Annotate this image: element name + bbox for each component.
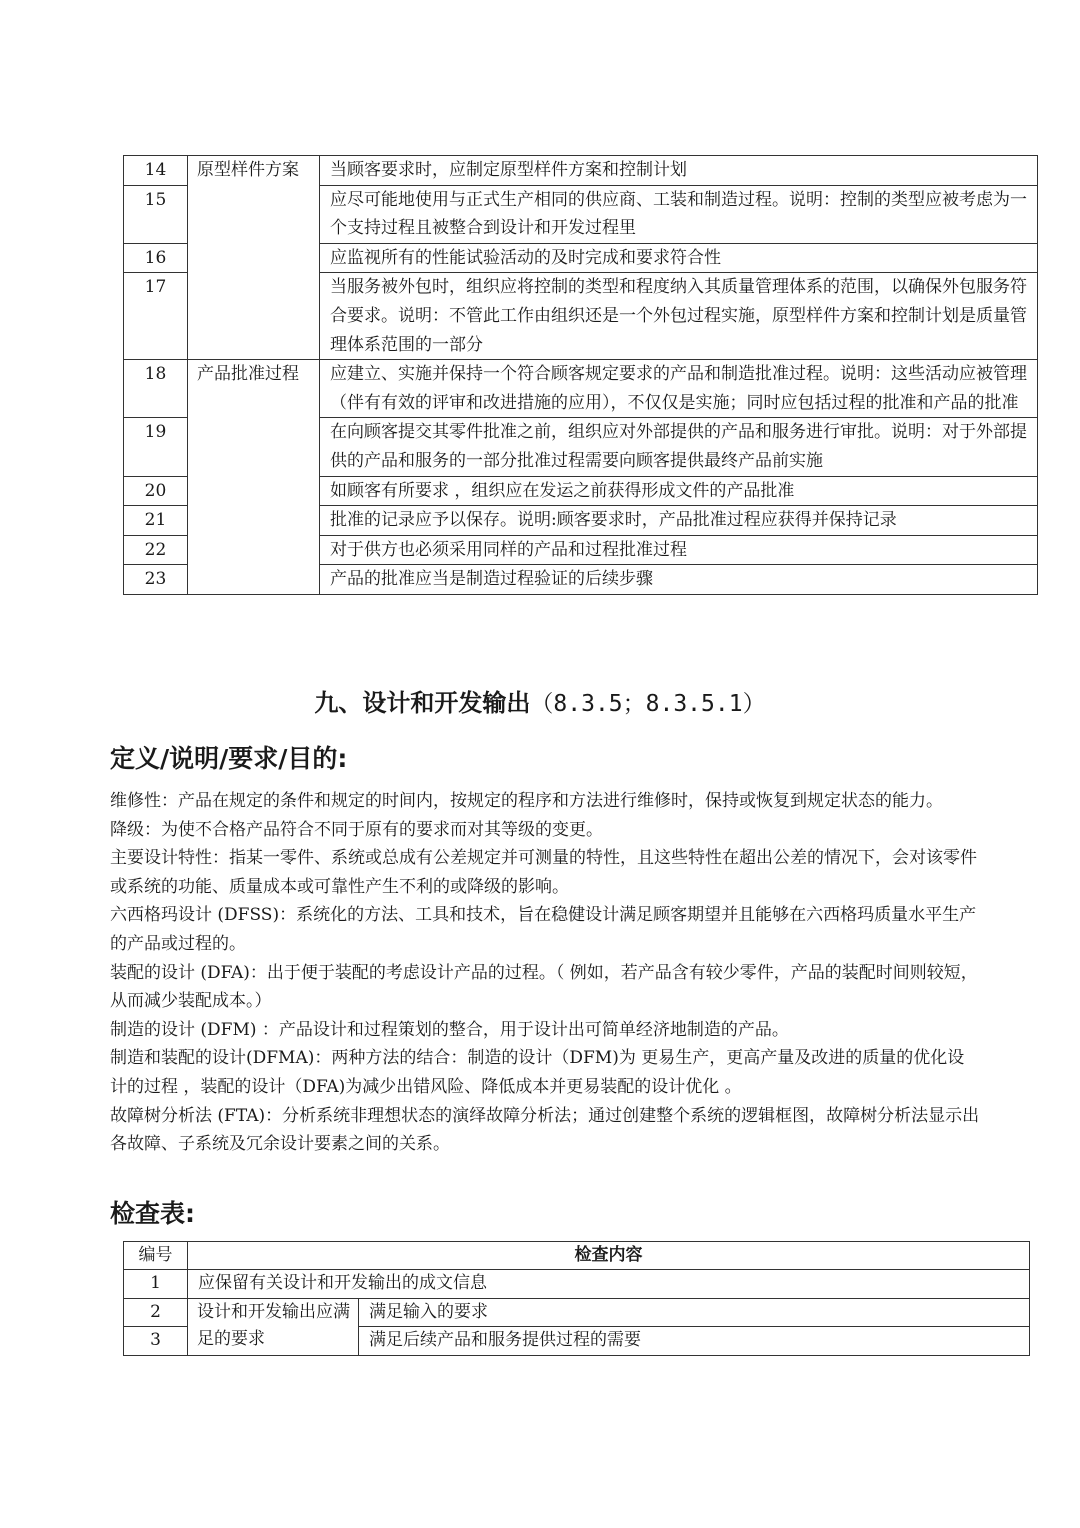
checklist-heading: 检查表: [110, 1199, 195, 1228]
col-header-number: 编号 [124, 1242, 188, 1270]
definition-paragraph: 主要设计特性：指某一零件、系统或总成有公差规定并可测量的特性，且这些特性在超出公差的情况下，会对该零件或系统的功能、质量成本或可靠性产生不利的或降级的影响。 [110, 848, 977, 897]
group-label: 产品批准过程 [188, 360, 320, 595]
row-text: 应建立、实施并保持一个符合顾客规定要求的产品和制造批准过程。说明：这些活动应被管理（伴有有效的评审和改进措施的应用），不仅仅是实施；同时应包括过程的批准和产品的批准 [320, 360, 1038, 418]
row-number: 19 [124, 418, 188, 476]
row-number: 15 [124, 185, 188, 243]
row-text: 在向顾客提交其零件批准之前，组织应对外部提供的产品和服务进行审批。说明：对于外部提供的产品和服务的一部分批准过程需要向顾客提供最终产品前实施 [320, 418, 1038, 476]
row-number: 2 [124, 1298, 188, 1327]
row-text: 应尽可能地使用与正式生产相同的供应商、工装和制造过程。说明：控制的类型应被考虑为一个支持过程且被整合到设计和开发过程里 [320, 185, 1038, 243]
section-title-text: 九、设计和开发输出 [314, 689, 531, 717]
definition-paragraph: 制造和装配的设计(DFMA)：两种方法的结合：制造的设计（DFM)为 更易生产，更高产量及改进的质量的优化设计的过程 ，装配的设计（DFA)为减少出错风险、降低成本并更易装配的设计优化 。 [110, 1048, 965, 1097]
definitions-body [110, 787, 980, 1159]
definition-paragraph: 制造的设计 (DFM) ：产品设计和过程策划的整合，用于设计出可简单经济地制造的产品。 [110, 1019, 789, 1040]
row-text: 满足输入的要求 [359, 1298, 1030, 1327]
row-number: 14 [124, 156, 188, 186]
row-text: 产品的批准应当是制造过程验证的后续步骤 [320, 565, 1038, 595]
row-text: 如顾客有所要求 ，组织应在发运之前获得形成文件的产品批准 [320, 476, 1038, 506]
group-label: 原型样件方案 [188, 156, 320, 360]
row-number: 17 [124, 273, 188, 360]
group-label: 设计和开发输出应满足的要求 [188, 1298, 359, 1355]
row-number: 1 [124, 1270, 188, 1299]
table-row [124, 1270, 1030, 1299]
requirements-table [123, 155, 1038, 595]
definition-paragraph: 六西格玛设计 (DFSS)：系统化的方法、工具和技术，旨在稳健设计满足顾客期望并且能够在六西格玛质量水平生产的产品或过程的。 [110, 905, 977, 954]
definition-paragraph: 降级：为使不合格产品符合不同于原有的要求而对其等级的变更。 [110, 819, 603, 840]
row-number: 16 [124, 243, 188, 273]
row-text: 对于供方也必须采用同样的产品和过程批准过程 [320, 535, 1038, 565]
row-text: 应监视所有的性能试验活动的及时完成和要求符合性 [320, 243, 1038, 273]
row-number: 20 [124, 476, 188, 506]
row-number: 23 [124, 565, 188, 595]
row-text: 满足后续产品和服务提供过程的需要 [359, 1327, 1030, 1356]
table-row [124, 1298, 1030, 1327]
section-clause-ref: （8.3.5；8.3.5.1） [530, 691, 766, 717]
row-text: 当服务被外包时，组织应将控制的类型和程度纳入其质量管理体系的范围，以确保外包服务符合要求。说明：不管此工作由组织还是一个外包过程实施，原型样件方案和控制计划是质量管理体系范围的一部分 [320, 273, 1038, 360]
table-row [124, 360, 1038, 418]
row-number: 21 [124, 506, 188, 536]
checklist-table [123, 1241, 1030, 1356]
definition-paragraph: 装配的设计 (DFA)：出于便于装配的考虑设计产品的过程。（ 例如，若产品含有较少零件，产品的装配时间则较短，从而减少装配成本。） [110, 962, 978, 1012]
row-text: 应保留有关设计和开发输出的成文信息 [188, 1270, 1030, 1299]
definition-paragraph: 故障树分析法 (FTA)：分析系统非理想状态的演绎故障分析法；通过创建整个系统的逻辑框图，故障树分析法显示出各故障、子系统及冗余设计要素之间的关系。 [110, 1105, 980, 1155]
checklist-header-row [124, 1242, 1030, 1270]
definition-paragraph: 维修性：产品在规定的条件和规定的时间内，按规定的程序和方法进行维修时，保持或恢复到规定状态的能力。 [110, 791, 943, 811]
col-header-content: 检查内容 [188, 1242, 1030, 1270]
row-number: 3 [124, 1327, 188, 1356]
table-row [124, 156, 1038, 186]
row-text: 当顾客要求时，应制定原型样件方案和控制计划 [320, 156, 1038, 186]
row-text: 批准的记录应予以保存。说明:顾客要求时，产品批准过程应获得并保持记录 [320, 506, 1038, 536]
definitions-heading: 定义/说明/要求/目的: [110, 744, 348, 773]
row-number: 22 [124, 535, 188, 565]
row-number: 18 [124, 360, 188, 418]
section-title [0, 685, 1080, 722]
